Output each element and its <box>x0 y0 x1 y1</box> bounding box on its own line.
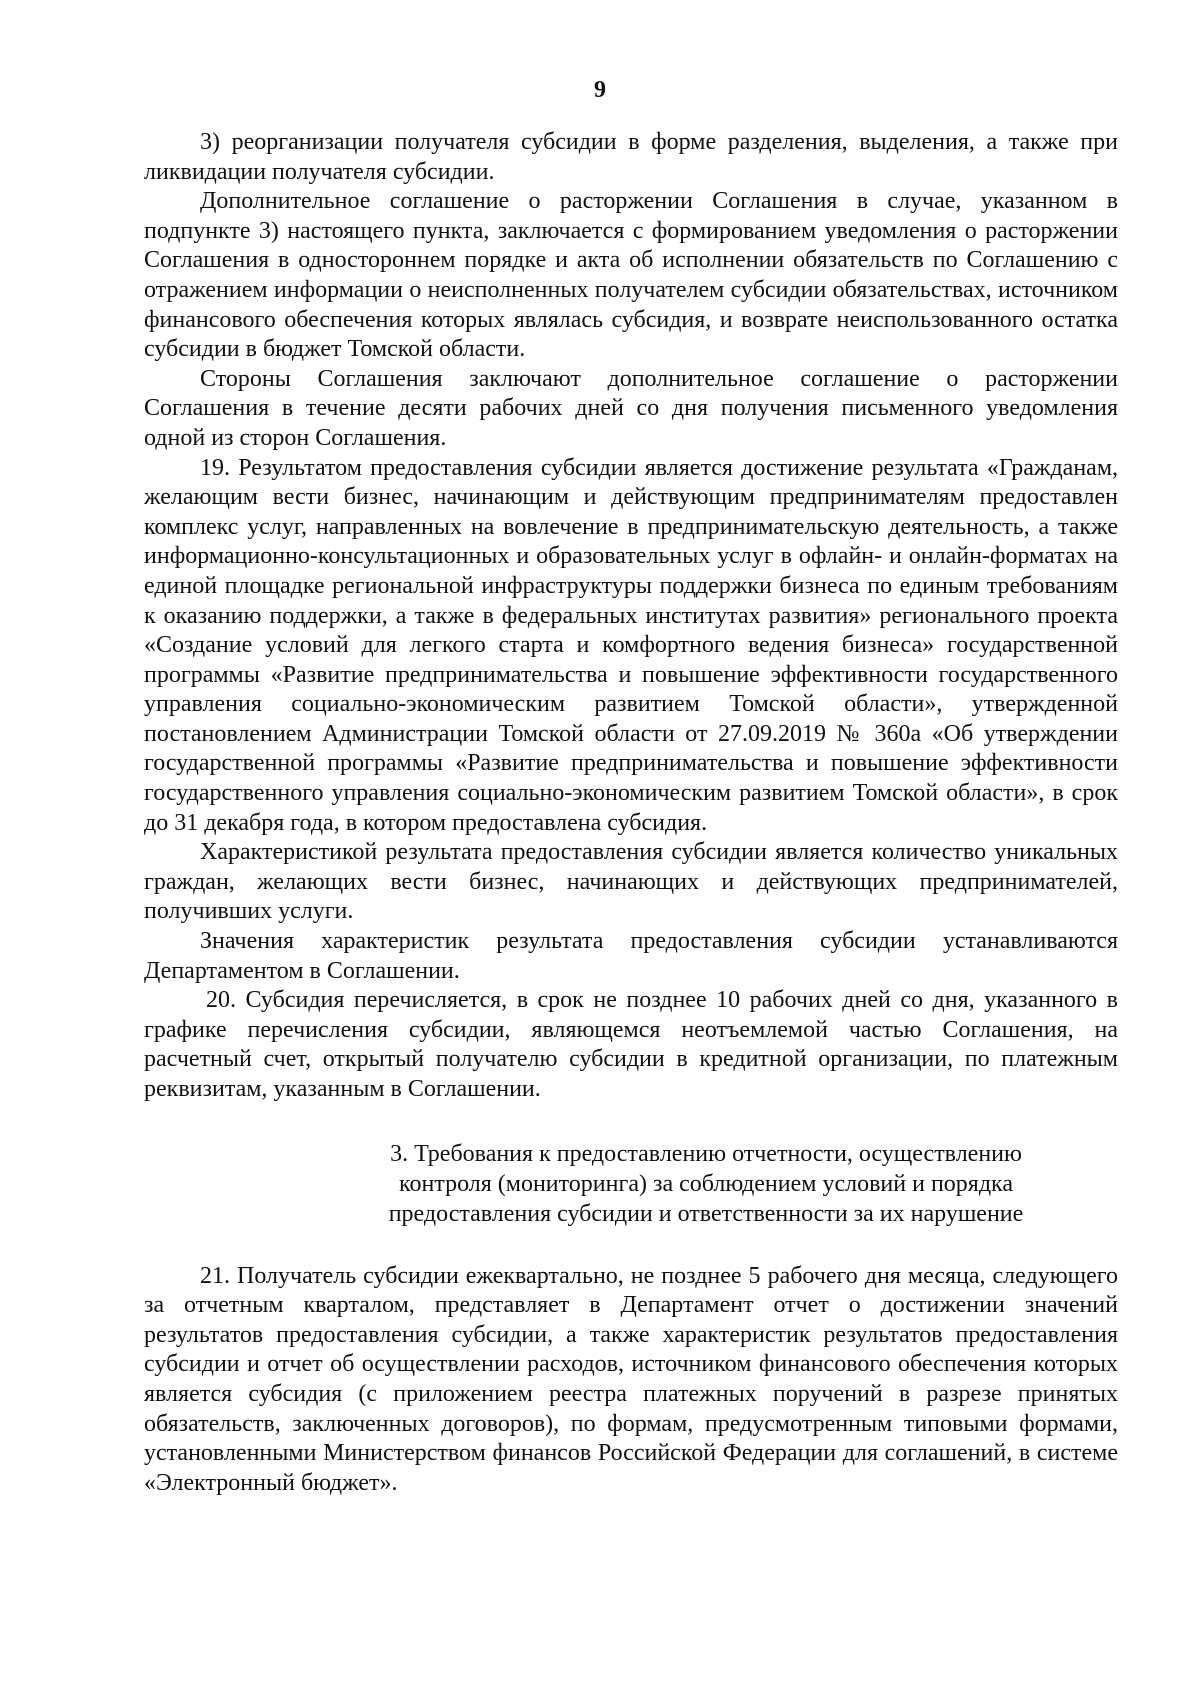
paragraph-characteristic-values: Значения характеристик результата предоставления субсидии устанавливаются Департаментом в Соглашении. <box>144 928 1118 984</box>
paragraph-result-characteristic: Характеристикой результата предоставления субсидии является количество уникальных граждан, желающих вести бизнес, начинающих и действующих предпринимателей, получивших услуги. <box>144 839 1118 925</box>
paragraph-21: 21. Получатель субсидии ежеквартально, не позднее 5 рабочего дня месяца, следующего за отчетным кварталом, представляет в Департамент отчет о достижении значений результатов предоставления субсидии, а также характеристик результатов предоставления субсидии и отчет об осуществлении расходов, источником финансового обеспечения которых является субсидия (с приложением реестра платежных поручений в разрезе принятых обязательств, заключенных договоров), по формам, предусмотренным типовыми формами, установленными Министерством финансов Российской Федерации для соглашений, в системе «Электронный бюджет». <box>144 1262 1118 1496</box>
section-heading-line: предоставления субсидии и ответственности за их нарушение <box>388 1200 1024 1227</box>
paragraph-19: 19. Результатом предоставления субсидии является достижение результата «Гражданам, желающим вести бизнес, начинающим и действующим предпринимателям предоставлен комплекс услуг, направленных на вовлечение в предпринимательскую деятельность, а также информационно-консультационных и образовательных услуг в офлайн- и онлайн-форматах на единой площадке региональной инфраструктуры поддержки бизнеса по единым требованиям к оказанию поддержки, а также в федеральных институтах развития» регионального проекта «Создание условий для легкого старта и комфортного ведения бизнеса» государственной программы «Развитие предпринимательства и повышение эффективности государственного управления социально-экономическим развитием Томской области», утвержденной постановлением Администрации Томской области от 27.09.2019 № 360а «Об утверждении государственной программы «Развитие предпринимательства и повышение эффективности государственного управления социально-экономическим развитием Томской области», в срок до 31 декабря года, в котором предоставлена субсидия. <box>144 454 1118 836</box>
page-number: 9 <box>594 77 606 103</box>
paragraph-additional-agreement: Дополнительное соглашение о расторжении Соглашения в случае, указанном в подпункте 3) настоящего пункта, заключается с формированием уведомления о расторжении Соглашения в одностороннем порядке и акта об исполнении обязательств по Соглашению с отражением информации о неисполненных получателем субсидии обязательствах, источником финансового обеспечения которых являлась субсидия, и возврате неиспользованного остатка субсидии в бюджет Томской области. <box>144 188 1118 363</box>
section-heading <box>144 1139 1118 1229</box>
section-heading-line: контроля (мониторинга) за соблюдением условий и порядка <box>399 1170 1013 1197</box>
paragraph-20: 20. Субсидия перечисляется, в срок не позднее 10 рабочих дней со дня, указанного в графике перечисления субсидии, являющемся неотъемлемой частью Соглашения, на расчетный счет, открытый получателю субсидии в кредитной организации, по платежным реквизитам, указанным в Соглашении. <box>144 987 1118 1102</box>
section-heading-line: 3. Требования к предоставлению отчетности, осуществлению <box>390 1140 1022 1167</box>
paragraph-subpoint-3: 3) реорганизации получателя субсидии в форме разделения, выделения, а также при ликвидации получателя субсидии. <box>144 129 1118 185</box>
paragraph-parties-agreement: Стороны Соглашения заключают дополнительное соглашение о расторжении Соглашения в течение десяти рабочих дней со дня получения письменного уведомления одной из сторон Соглашения. <box>144 365 1118 451</box>
document-body <box>144 128 1118 1498</box>
